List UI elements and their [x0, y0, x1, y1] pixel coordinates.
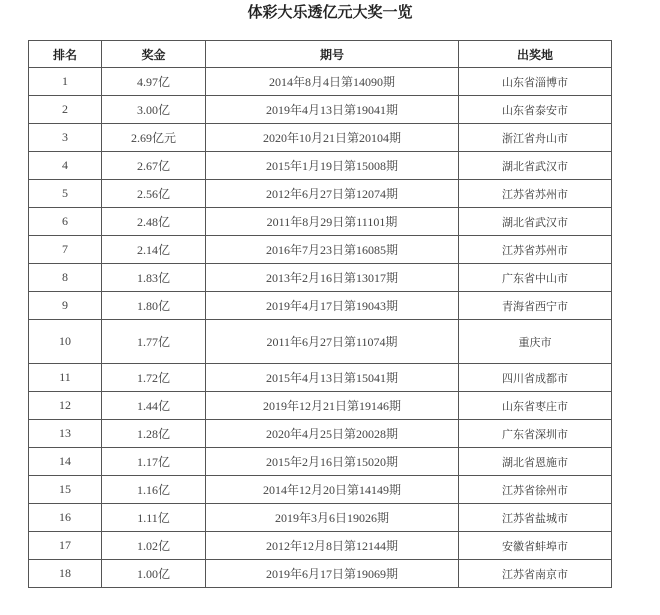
table-row: [29, 420, 612, 448]
table-row: [29, 96, 612, 124]
rank-cell: 3: [29, 124, 102, 152]
table-row: [29, 532, 612, 560]
period-cell: 2019年6月17日第19069期: [206, 560, 459, 588]
place-cell: 山东省枣庄市: [459, 392, 612, 420]
table-header-row: [29, 41, 612, 68]
rank-cell: 9: [29, 292, 102, 320]
period-cell: 2015年1月19日第15008期: [206, 152, 459, 180]
prize-cell: 4.97亿: [102, 68, 206, 96]
prize-cell: 2.69亿元: [102, 124, 206, 152]
table-row: [29, 124, 612, 152]
table-row: [29, 236, 612, 264]
rank-cell: 12: [29, 392, 102, 420]
prize-cell: 1.02亿: [102, 532, 206, 560]
rank-cell: 5: [29, 180, 102, 208]
prize-cell: 1.44亿: [102, 392, 206, 420]
prize-cell: 1.28亿: [102, 420, 206, 448]
rank-cell: 8: [29, 264, 102, 292]
prize-cell: 2.48亿: [102, 208, 206, 236]
place-cell: 山东省泰安市: [459, 96, 612, 124]
prize-cell: 1.83亿: [102, 264, 206, 292]
rank-cell: 17: [29, 532, 102, 560]
header-rank: 排名: [29, 41, 102, 68]
rank-cell: 7: [29, 236, 102, 264]
header-prize: 奖金: [102, 41, 206, 68]
prize-cell: 1.17亿: [102, 448, 206, 476]
rank-cell: 11: [29, 364, 102, 392]
prize-cell: 2.56亿: [102, 180, 206, 208]
place-cell: 江苏省盐城市: [459, 504, 612, 532]
jackpot-table: [28, 40, 612, 588]
rank-cell: 13: [29, 420, 102, 448]
period-cell: 2015年2月16日第15020期: [206, 448, 459, 476]
table-row: [29, 364, 612, 392]
place-cell: 青海省西宁市: [459, 292, 612, 320]
rank-cell: 10: [29, 320, 102, 364]
place-cell: 江苏省南京市: [459, 560, 612, 588]
table-row: [29, 448, 612, 476]
period-cell: 2011年8月29日第11101期: [206, 208, 459, 236]
table-row: [29, 292, 612, 320]
place-cell: 江苏省徐州市: [459, 476, 612, 504]
period-cell: 2012年6月27日第12074期: [206, 180, 459, 208]
period-cell: 2020年10月21日第20104期: [206, 124, 459, 152]
table-row: [29, 476, 612, 504]
place-cell: 浙江省舟山市: [459, 124, 612, 152]
header-period: 期号: [206, 41, 459, 68]
place-cell: 江苏省苏州市: [459, 180, 612, 208]
period-cell: 2011年6月27日第11074期: [206, 320, 459, 364]
prize-cell: 1.72亿: [102, 364, 206, 392]
place-cell: 广东省中山市: [459, 264, 612, 292]
period-cell: 2019年12月21日第19146期: [206, 392, 459, 420]
prize-cell: 2.67亿: [102, 152, 206, 180]
place-cell: 湖北省武汉市: [459, 152, 612, 180]
period-cell: 2014年12月20日第14149期: [206, 476, 459, 504]
prize-cell: 1.11亿: [102, 504, 206, 532]
table-row: [29, 180, 612, 208]
table-row: [29, 392, 612, 420]
table-row: [29, 208, 612, 236]
prize-cell: 1.00亿: [102, 560, 206, 588]
rank-cell: 1: [29, 68, 102, 96]
table-row: [29, 152, 612, 180]
rank-cell: 4: [29, 152, 102, 180]
period-cell: 2019年3月6日19026期: [206, 504, 459, 532]
period-cell: 2014年8月4日第14090期: [206, 68, 459, 96]
table-row: [29, 320, 612, 364]
table-row: [29, 560, 612, 588]
place-cell: 山东省淄博市: [459, 68, 612, 96]
rank-cell: 14: [29, 448, 102, 476]
rank-cell: 15: [29, 476, 102, 504]
period-cell: 2013年2月16日第13017期: [206, 264, 459, 292]
place-cell: 江苏省苏州市: [459, 236, 612, 264]
prize-cell: 1.16亿: [102, 476, 206, 504]
page-title: 体彩大乐透亿元大奖一览: [247, 3, 413, 21]
prize-cell: 1.80亿: [102, 292, 206, 320]
place-cell: 四川省成都市: [459, 364, 612, 392]
rank-cell: 16: [29, 504, 102, 532]
rank-cell: 6: [29, 208, 102, 236]
rank-cell: 18: [29, 560, 102, 588]
place-cell: 湖北省武汉市: [459, 208, 612, 236]
period-cell: 2012年12月8日第12144期: [206, 532, 459, 560]
rank-cell: 2: [29, 96, 102, 124]
place-cell: 广东省深圳市: [459, 420, 612, 448]
prize-cell: 1.77亿: [102, 320, 206, 364]
period-cell: 2019年4月17日第19043期: [206, 292, 459, 320]
place-cell: 重庆市: [459, 320, 612, 364]
place-cell: 湖北省恩施市: [459, 448, 612, 476]
period-cell: 2016年7月23日第16085期: [206, 236, 459, 264]
table-row: [29, 504, 612, 532]
period-cell: 2019年4月13日第19041期: [206, 96, 459, 124]
period-cell: 2020年4月25日第20028期: [206, 420, 459, 448]
prize-cell: 3.00亿: [102, 96, 206, 124]
period-cell: 2015年4月13日第15041期: [206, 364, 459, 392]
table-row: [29, 264, 612, 292]
table-row: [29, 68, 612, 96]
header-place: 出奖地: [459, 41, 612, 68]
place-cell: 安徽省蚌埠市: [459, 532, 612, 560]
prize-cell: 2.14亿: [102, 236, 206, 264]
